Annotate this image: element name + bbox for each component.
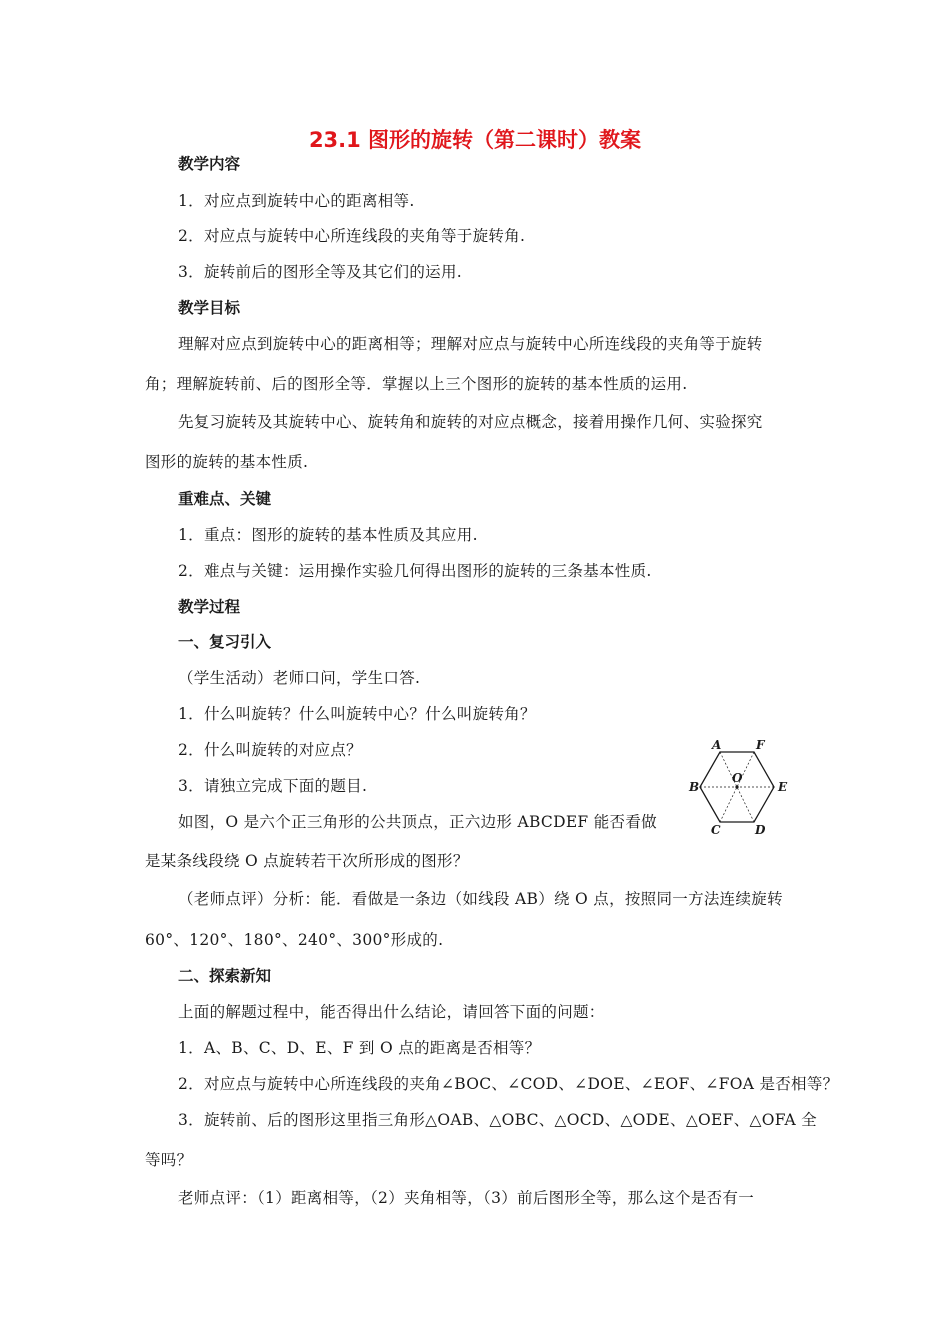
explore-line-2: 1．A、B、C、D、E、F 到 O 点的距离是否相等？ (178, 1039, 541, 1057)
review-line-4: 3．请独立完成下面的题目. (178, 777, 368, 795)
explore-line-3: 2．对应点与旋转中心所连线段的夹角∠BOC、∠COD、∠DOE、∠EOF、∠FOA 是否相等？ (178, 1075, 839, 1093)
heading-teaching-goal: 教学目标 (178, 299, 241, 317)
label-a: A (712, 738, 722, 752)
review-line-2: 1．什么叫旋转？什么叫旋转中心？什么叫旋转角？ (178, 705, 536, 723)
center-point (735, 785, 738, 788)
label-c: C (711, 823, 721, 837)
review-line-3: 2．什么叫旋转的对应点？ (178, 741, 362, 759)
explore-line-5: 等吗？ (145, 1151, 193, 1169)
goal-paragraph-2-line-1: 先复习旋转及其旋转中心、旋转角和旋转的对应点概念，接着用操作几何、实验探究 (178, 413, 763, 431)
key-item-1: 1．重点：图形的旋转的基本性质及其应用. (178, 526, 478, 544)
label-e: E (778, 780, 788, 794)
heading-review-intro: 一、复习引入 (178, 633, 272, 651)
review-line-6: 是某条线段绕 O 点旋转若干次所形成的图形？ (145, 852, 469, 870)
label-b: B (689, 780, 700, 794)
label-o: O (732, 771, 743, 785)
heading-teaching-content: 教学内容 (178, 155, 241, 173)
goal-paragraph-1-line-1: 理解对应点到旋转中心的距离相等；理解对应点与旋转中心所连线段的夹角等于旋转 (178, 335, 763, 353)
explore-line-1: 上面的解题过程中，能否得出什么结论，请回答下面的问题： (178, 1003, 605, 1021)
explore-line-6: 老师点评：（1）距离相等，（2）夹角相等，（3）前后图形全等，那么这个是否有一 (178, 1189, 755, 1207)
hexagon-figure (689, 736, 800, 837)
content-item-1: 1．对应点到旋转中心的距离相等. (178, 192, 415, 210)
heading-teaching-process: 教学过程 (178, 598, 241, 616)
review-line-5: 如图，O 是六个正三角形的公共顶点，正六边形 ABCDEF 能否看做 (178, 813, 657, 831)
content-item-2: 2．对应点与旋转中心所连线段的夹角等于旋转角. (178, 227, 526, 245)
explore-line-4: 3．旋转前、后的图形这里指三角形△OAB、△OBC、△OCD、△ODE、△OEF、△OFA 全 (178, 1111, 817, 1129)
review-line-8: 60°、120°、180°、240°、300°形成的. (145, 931, 444, 949)
heading-key-points: 重难点、关键 (178, 490, 272, 508)
review-line-7: （老师点评）分析：能．看做是一条边（如线段 AB）绕 O 点，按照同一方法连续旋转 (178, 890, 783, 908)
goal-paragraph-1-line-2: 角；理解旋转前、后的图形全等．掌握以上三个图形的旋转的基本性质的运用. (145, 375, 688, 393)
review-line-1: （学生活动）老师口问，学生口答. (178, 669, 421, 687)
key-item-2: 2．难点与关键：运用操作实验几何得出图形的旋转的三条基本性质. (178, 562, 652, 580)
goal-paragraph-2-line-2: 图形的旋转的基本性质. (145, 453, 309, 471)
page-title: 23.1 图形的旋转（第二课时）教案 (308, 128, 642, 152)
label-f: F (756, 738, 765, 752)
content-item-3: 3．旋转前后的图形全等及其它们的运用. (178, 263, 462, 281)
label-d: D (755, 823, 766, 837)
heading-explore-new: 二、探索新知 (178, 967, 272, 985)
